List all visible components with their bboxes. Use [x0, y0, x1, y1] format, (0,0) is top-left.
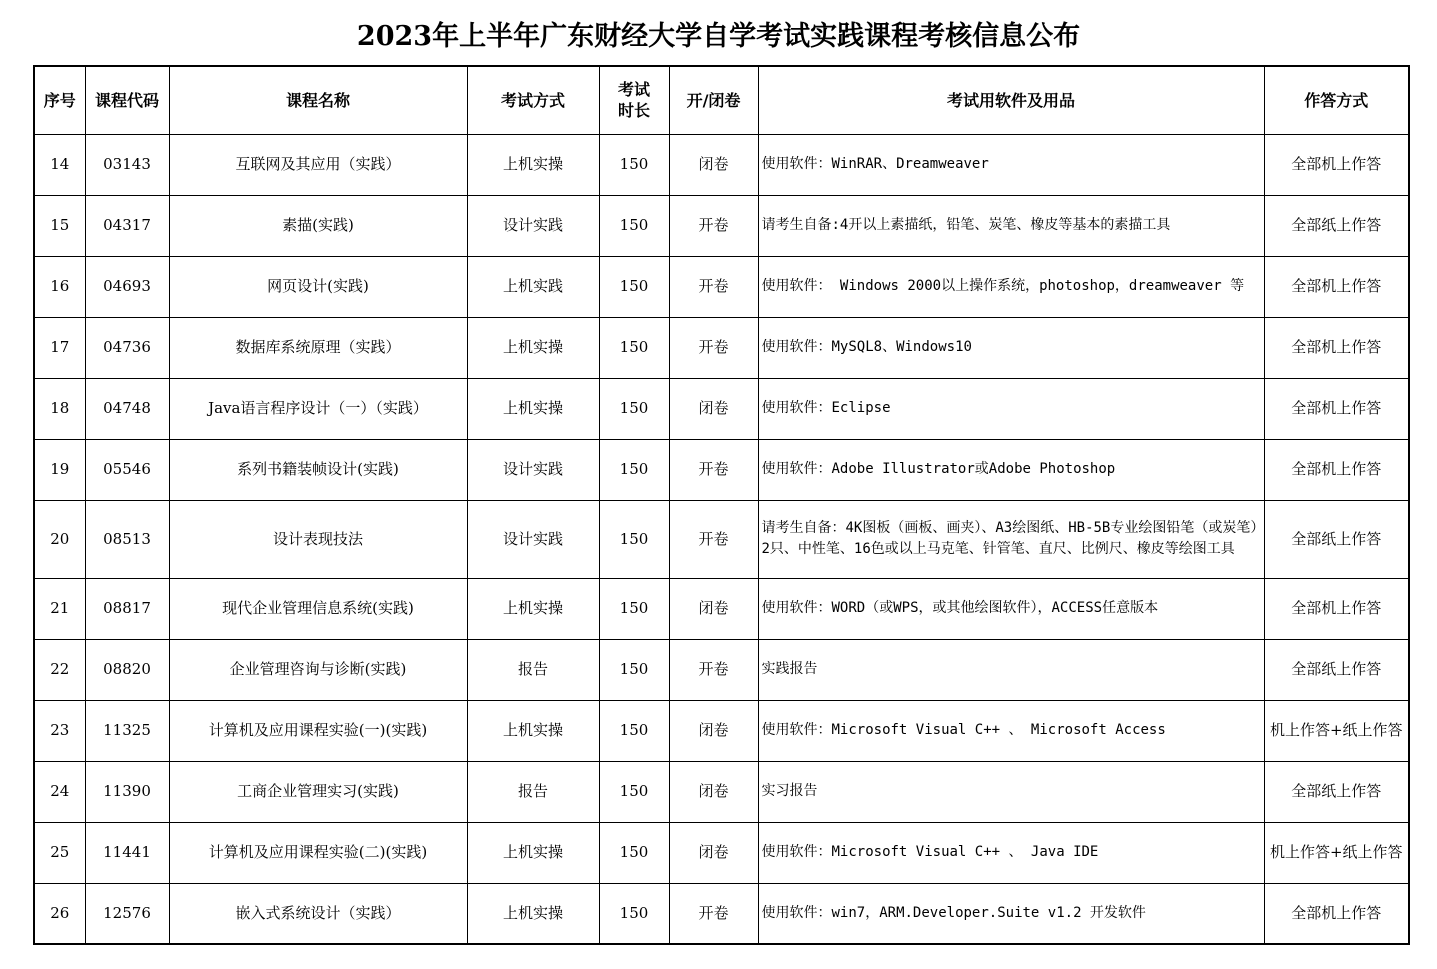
cell-answer: 全部机上作答	[1264, 256, 1409, 317]
cell-answer: 全部纸上作答	[1264, 195, 1409, 256]
cell-method: 设计实践	[467, 195, 599, 256]
cell-answer: 机上作答+纸上作答	[1264, 700, 1409, 761]
cell-code: 04317	[85, 195, 169, 256]
cell-duration: 150	[599, 195, 669, 256]
cell-answer: 全部机上作答	[1264, 439, 1409, 500]
cell-name: 计算机及应用课程实验(二)(实践)	[169, 822, 467, 883]
cell-answer: 全部机上作答	[1264, 578, 1409, 639]
table-row	[34, 134, 1409, 195]
cell-open-closed: 开卷	[669, 500, 758, 578]
cell-duration: 150	[599, 317, 669, 378]
cell-code: 08817	[85, 578, 169, 639]
table-row	[34, 317, 1409, 378]
cell-open-closed: 开卷	[669, 317, 758, 378]
cell-duration: 150	[599, 578, 669, 639]
cell-open-closed: 闭卷	[669, 700, 758, 761]
cell-method: 上机实操	[467, 134, 599, 195]
cell-duration: 150	[599, 500, 669, 578]
cell-no: 22	[34, 639, 85, 700]
cell-answer: 全部纸上作答	[1264, 761, 1409, 822]
cell-no: 26	[34, 883, 85, 944]
cell-name: 嵌入式系统设计（实践）	[169, 883, 467, 944]
cell-method: 上机实操	[467, 822, 599, 883]
table-row	[34, 195, 1409, 256]
cell-duration: 150	[599, 378, 669, 439]
cell-code: 03143	[85, 134, 169, 195]
cell-answer: 全部机上作答	[1264, 134, 1409, 195]
cell-no: 18	[34, 378, 85, 439]
cell-name: 现代企业管理信息系统(实践)	[169, 578, 467, 639]
cell-software: 请考生自备：4K图板（画板、画夹）、A3绘图纸、HB-5B专业绘图铅笔（或炭笔）2只、中性笔、16色或以上马克笔、针管笔、直尺、比例尺、橡皮等绘图工具	[758, 500, 1264, 578]
cell-software: 实践报告	[758, 639, 1264, 700]
cell-method: 设计实践	[467, 500, 599, 578]
cell-no: 21	[34, 578, 85, 639]
cell-open-closed: 闭卷	[669, 822, 758, 883]
cell-answer: 机上作答+纸上作答	[1264, 822, 1409, 883]
cell-software: 使用软件：win7，ARM.Developer.Suite v1.2 开发软件	[758, 883, 1264, 944]
cell-no: 16	[34, 256, 85, 317]
cell-answer: 全部机上作答	[1264, 317, 1409, 378]
cell-name: 网页设计(实践)	[169, 256, 467, 317]
cell-name: Java语言程序设计（一）（实践）	[169, 378, 467, 439]
cell-duration: 150	[599, 761, 669, 822]
cell-software: 使用软件：Microsoft Visual C++ 、 Java IDE	[758, 822, 1264, 883]
header-duration-line1: 考试	[617, 80, 650, 100]
cell-name: 计算机及应用课程实验(一)(实践)	[169, 700, 467, 761]
cell-open-closed: 开卷	[669, 195, 758, 256]
cell-open-closed: 闭卷	[669, 578, 758, 639]
cell-method: 报告	[467, 761, 599, 822]
cell-software: 请考生自备:4开以上素描纸，铅笔、炭笔、橡皮等基本的素描工具	[758, 195, 1264, 256]
cell-open-closed: 闭卷	[669, 378, 758, 439]
cell-answer: 全部纸上作答	[1264, 639, 1409, 700]
header-row	[34, 66, 1409, 134]
table-row	[34, 700, 1409, 761]
cell-method: 上机实操	[467, 578, 599, 639]
cell-no: 20	[34, 500, 85, 578]
cell-open-closed: 开卷	[669, 883, 758, 944]
header-duration	[599, 66, 669, 134]
cell-name: 设计表现技法	[169, 500, 467, 578]
cell-open-closed: 开卷	[669, 256, 758, 317]
cell-no: 17	[34, 317, 85, 378]
cell-answer: 全部机上作答	[1264, 378, 1409, 439]
cell-code: 04693	[85, 256, 169, 317]
cell-name: 系列书籍装帧设计(实践)	[169, 439, 467, 500]
cell-software: 使用软件：MySQL8、Windows10	[758, 317, 1264, 378]
table-row	[34, 500, 1409, 578]
cell-software: 使用软件：WORD（或WPS，或其他绘图软件），ACCESS任意版本	[758, 578, 1264, 639]
cell-duration: 150	[599, 883, 669, 944]
cell-code: 11441	[85, 822, 169, 883]
cell-duration: 150	[599, 134, 669, 195]
cell-no: 19	[34, 439, 85, 500]
cell-method: 上机实操	[467, 700, 599, 761]
cell-software: 使用软件： Windows 2000以上操作系统，photoshop，dreamweaver 等	[758, 256, 1264, 317]
cell-name: 素描(实践)	[169, 195, 467, 256]
cell-no: 15	[34, 195, 85, 256]
cell-open-closed: 开卷	[669, 639, 758, 700]
cell-method: 上机实操	[467, 317, 599, 378]
table-row	[34, 822, 1409, 883]
header-code: 课程代码	[85, 66, 169, 134]
cell-code: 11390	[85, 761, 169, 822]
table-row	[34, 883, 1409, 944]
cell-duration: 150	[599, 639, 669, 700]
cell-no: 25	[34, 822, 85, 883]
header-duration-line2: 时长	[617, 101, 650, 121]
cell-code: 05546	[85, 439, 169, 500]
cell-open-closed: 闭卷	[669, 134, 758, 195]
cell-open-closed: 闭卷	[669, 761, 758, 822]
cell-method: 上机实操	[467, 883, 599, 944]
cell-code: 12576	[85, 883, 169, 944]
cell-answer: 全部机上作答	[1264, 883, 1409, 944]
cell-duration: 150	[599, 822, 669, 883]
cell-name: 互联网及其应用（实践）	[169, 134, 467, 195]
cell-name: 企业管理咨询与诊断(实践)	[169, 639, 467, 700]
cell-method: 上机实践	[467, 256, 599, 317]
cell-no: 14	[34, 134, 85, 195]
cell-software: 使用软件：Eclipse	[758, 378, 1264, 439]
table-row	[34, 639, 1409, 700]
header-open-closed: 开/闭卷	[669, 66, 758, 134]
table-row	[34, 256, 1409, 317]
table-row	[34, 378, 1409, 439]
cell-answer: 全部纸上作答	[1264, 500, 1409, 578]
cell-software: 使用软件：Microsoft Visual C++ 、 Microsoft Access	[758, 700, 1264, 761]
cell-method: 上机实操	[467, 378, 599, 439]
cell-software: 实习报告	[758, 761, 1264, 822]
cell-code: 04748	[85, 378, 169, 439]
cell-name: 工商企业管理实习(实践)	[169, 761, 467, 822]
course-table	[33, 65, 1410, 945]
table-row	[34, 761, 1409, 822]
cell-duration: 150	[599, 439, 669, 500]
cell-method: 报告	[467, 639, 599, 700]
cell-method: 设计实践	[467, 439, 599, 500]
page-title: 2023年上半年广东财经大学自学考试实践课程考核信息公布	[356, 21, 1081, 52]
table-row	[34, 578, 1409, 639]
cell-open-closed: 开卷	[669, 439, 758, 500]
header-method: 考试方式	[467, 66, 599, 134]
cell-name: 数据库系统原理（实践）	[169, 317, 467, 378]
header-software: 考试用软件及用品	[758, 66, 1264, 134]
cell-no: 24	[34, 761, 85, 822]
cell-code: 08820	[85, 639, 169, 700]
cell-duration: 150	[599, 256, 669, 317]
cell-code: 08513	[85, 500, 169, 578]
header-no: 序号	[34, 66, 85, 134]
header-name: 课程名称	[169, 66, 467, 134]
cell-code: 04736	[85, 317, 169, 378]
cell-code: 11325	[85, 700, 169, 761]
header-answer: 作答方式	[1264, 66, 1409, 134]
cell-duration: 150	[599, 700, 669, 761]
cell-software: 使用软件：WinRAR、Dreamweaver	[758, 134, 1264, 195]
cell-software: 使用软件：Adobe Illustrator或Adobe Photoshop	[758, 439, 1264, 500]
table-row	[34, 439, 1409, 500]
cell-no: 23	[34, 700, 85, 761]
